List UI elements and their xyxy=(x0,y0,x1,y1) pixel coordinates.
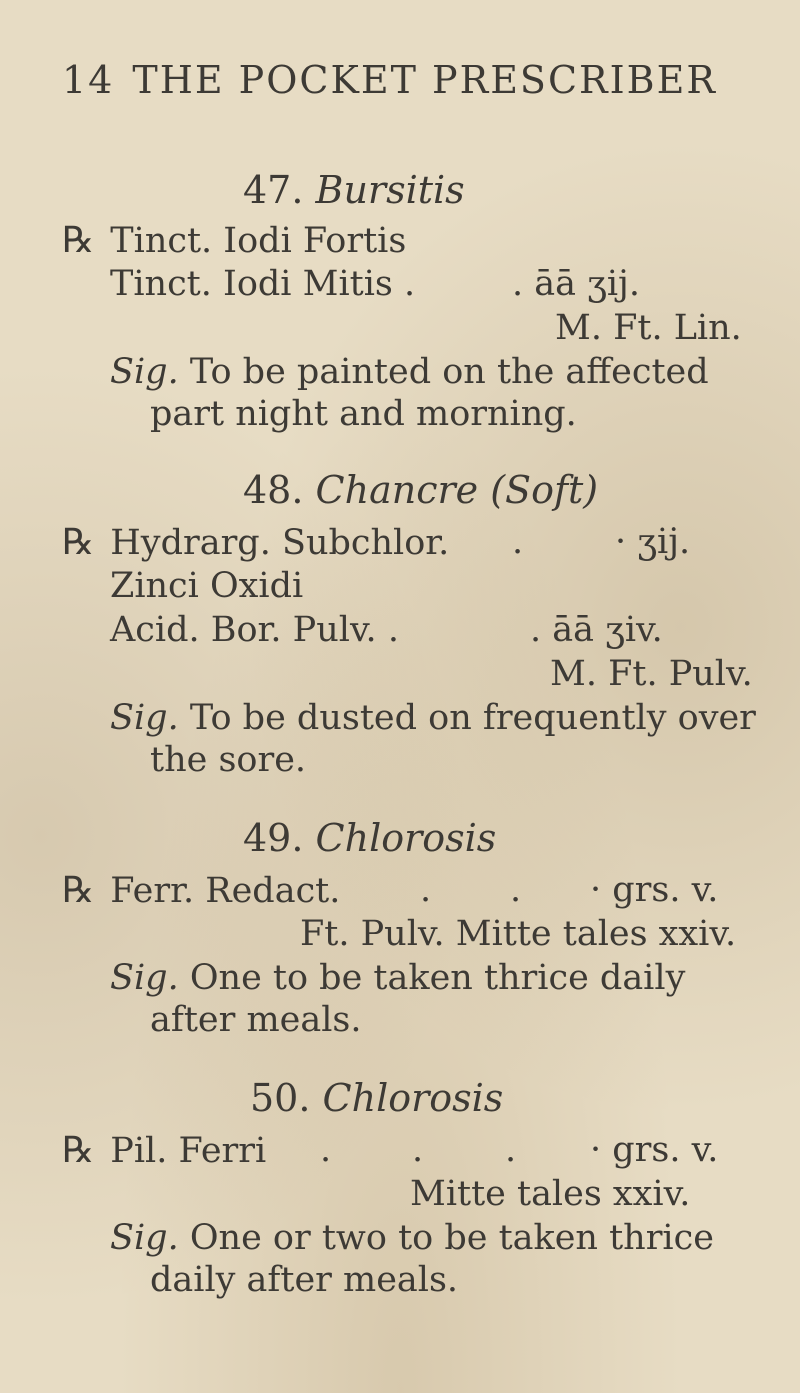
ingredient: Tinct. Iodi Mitis . xyxy=(110,264,416,304)
sig-continuation: part night and morning. xyxy=(150,394,577,434)
sig-label: Sig. xyxy=(110,352,179,392)
rx-icon: ℞ xyxy=(62,220,95,261)
rx-line xyxy=(62,522,449,563)
page-number: 14 xyxy=(62,58,115,102)
section-heading-50 xyxy=(250,1076,503,1120)
dose: · ʒij. xyxy=(615,522,691,562)
section-number: 47. xyxy=(243,168,304,212)
rx-line xyxy=(62,220,406,261)
rx-icon: ℞ xyxy=(62,522,95,563)
leader-dot: . xyxy=(420,870,432,910)
ingredient: Pil. Ferri xyxy=(110,1131,267,1171)
leader-dot: . xyxy=(510,870,522,910)
sig-text: To be painted on the affected xyxy=(189,352,709,392)
leader-dot: . xyxy=(505,1130,517,1170)
section-heading-48 xyxy=(243,468,598,512)
rx-line xyxy=(62,870,340,911)
formulation: Ft. Pulv. Mitte tales xxiv. xyxy=(300,914,737,954)
running-title: THE POCKET PRESCRIBER xyxy=(132,58,717,102)
ingredient: Acid. Bor. Pulv. . xyxy=(110,610,399,650)
sig-text: To be dusted on frequently over xyxy=(189,698,756,738)
sig-continuation: daily after meals. xyxy=(150,1260,459,1300)
rx-line xyxy=(62,1130,266,1171)
sig-label: Sig. xyxy=(110,1218,179,1258)
section-number: 48. xyxy=(243,468,304,512)
rx-icon: ℞ xyxy=(62,870,95,911)
leader-dot: . xyxy=(512,522,524,562)
sig-label: Sig. xyxy=(110,958,179,998)
sig-text: One or two to be taken thrice xyxy=(189,1218,714,1258)
rx-icon: ℞ xyxy=(62,1130,95,1171)
section-heading-49 xyxy=(243,816,496,860)
signa-line xyxy=(110,1218,714,1258)
sig-continuation: after meals. xyxy=(150,1000,362,1040)
leader-dot: . xyxy=(320,1130,332,1170)
section-title: Chlorosis xyxy=(322,1076,504,1120)
ingredient: Zinci Oxidi xyxy=(110,566,304,606)
dose: · grs. v. xyxy=(590,1130,719,1170)
sig-text: One to be taken thrice daily xyxy=(189,958,686,998)
signa-line xyxy=(110,958,685,998)
sig-label: Sig. xyxy=(110,698,179,738)
section-title: Chlorosis xyxy=(315,816,497,860)
section-heading-47 xyxy=(243,168,465,212)
section-title: Bursitis xyxy=(315,168,465,212)
sig-continuation: the sore. xyxy=(150,740,307,780)
formulation: Mitte tales xxiv. xyxy=(410,1174,691,1214)
section-title: Chancre (Soft) xyxy=(315,468,599,512)
formulation: M. Ft. Lin. xyxy=(555,308,742,348)
dose: . āā ʒiv. xyxy=(530,610,663,650)
signa-line xyxy=(110,698,756,738)
signa-line xyxy=(110,352,709,392)
dose: · grs. v. xyxy=(590,870,719,910)
page-header xyxy=(62,58,717,102)
formulation: M. Ft. Pulv. xyxy=(550,654,753,694)
ingredient: Tinct. Iodi Fortis xyxy=(110,221,407,261)
dose: . āā ʒij. xyxy=(512,264,641,304)
leader-dot: . xyxy=(412,1130,424,1170)
section-number: 50. xyxy=(250,1076,311,1120)
section-number: 49. xyxy=(243,816,304,860)
ingredient: Hydrarg. Subchlor. xyxy=(110,523,450,563)
ingredient: Ferr. Redact. xyxy=(110,871,341,911)
